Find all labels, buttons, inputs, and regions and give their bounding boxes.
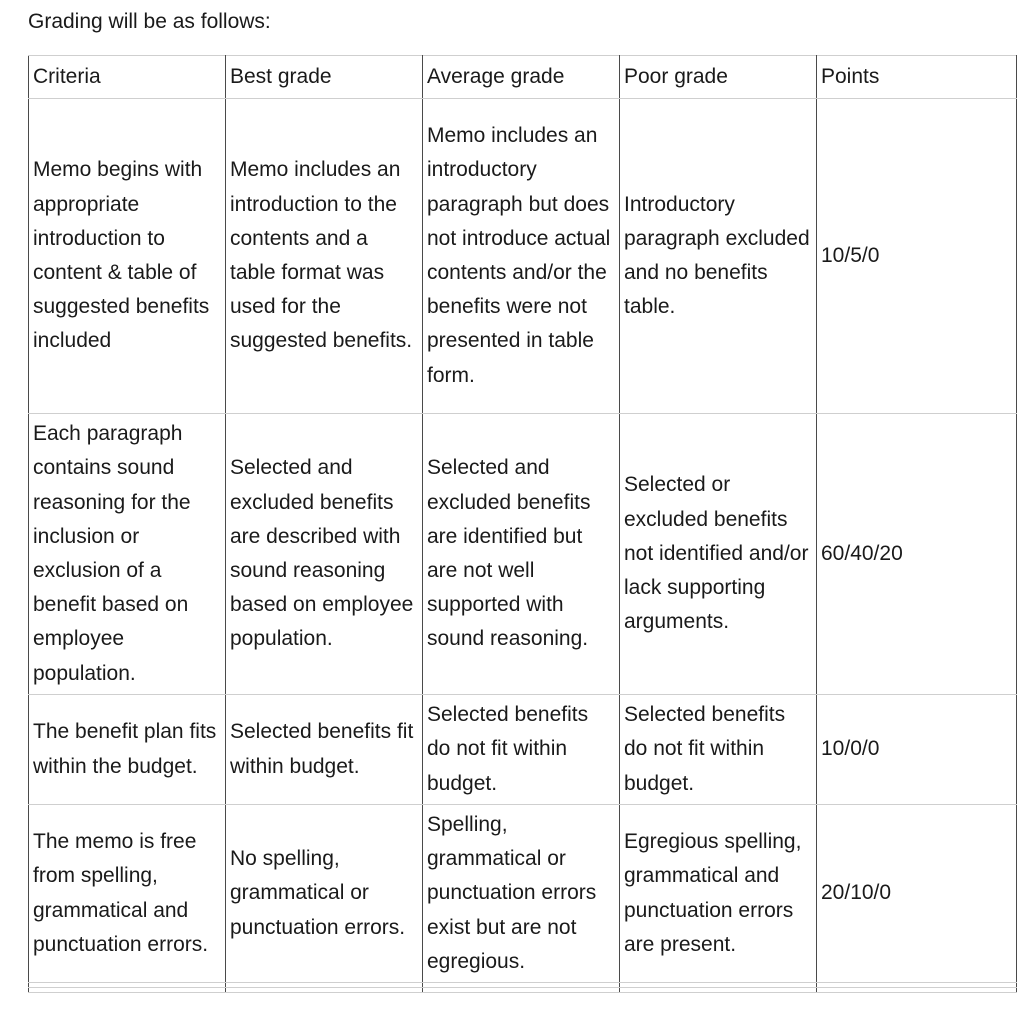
cell-points: 60/40/20 [817,414,1017,695]
table-header [29,56,1017,99]
cell-points: 10/0/0 [817,695,1017,805]
cell-points: 10/5/0 [817,99,1017,414]
cell-poor-grade: Selected or excluded benefits not identified and/or lack supporting arguments. [620,414,817,695]
header-average-grade: Average grade [423,56,620,99]
header-poor-grade: Poor grade [620,56,817,99]
empty-cell [423,988,620,993]
table-row [29,99,1017,414]
cell-best-grade: Selected benefits fit within budget. [226,695,423,805]
cell-criteria: Memo begins with appropriate introduction to content & table of suggested benefits included [29,99,226,414]
cell-criteria: Each paragraph contains sound reasoning for the inclusion or exclusion of a benefit based on employee population. [29,414,226,695]
empty-cell [817,988,1017,993]
empty-row [29,988,1017,993]
empty-cell [620,988,817,993]
cell-criteria: The benefit plan fits within the budget. [29,695,226,805]
cell-best-grade: Memo includes an introduction to the contents and a table format was used for the suggested benefits. [226,99,423,414]
cell-best-grade: No spelling, grammatical or punctuation errors. [226,805,423,983]
cell-poor-grade: Egregious spelling, grammatical and punctuation errors are present. [620,805,817,983]
cell-best-grade: Selected and excluded benefits are described with sound reasoning based on employee population. [226,414,423,695]
empty-cell [226,988,423,993]
cell-average-grade: Selected and excluded benefits are identified but are not well supported with sound reasoning. [423,414,620,695]
table-row [29,414,1017,695]
cell-points: 20/10/0 [817,805,1017,983]
table-body [29,99,1017,993]
header-points: Points [817,56,1017,99]
cell-average-grade: Memo includes an introductory paragraph but does not introduce actual contents and/or the benefits were not presented in table form. [423,99,620,414]
page-intro-heading: Grading will be as follows: [28,10,271,33]
cell-criteria: The memo is free from spelling, grammatical and punctuation errors. [29,805,226,983]
table-row [29,695,1017,805]
cell-average-grade: Selected benefits do not fit within budget. [423,695,620,805]
header-criteria: Criteria [29,56,226,99]
cell-poor-grade: Introductory paragraph excluded and no benefits table. [620,99,817,414]
cell-average-grade: Spelling, grammatical or punctuation errors exist but are not egregious. [423,805,620,983]
empty-cell [29,988,226,993]
header-best-grade: Best grade [226,56,423,99]
cell-poor-grade: Selected benefits do not fit within budget. [620,695,817,805]
header-row [29,56,1017,99]
grading-rubric-table [28,55,1017,993]
table-row [29,805,1017,983]
